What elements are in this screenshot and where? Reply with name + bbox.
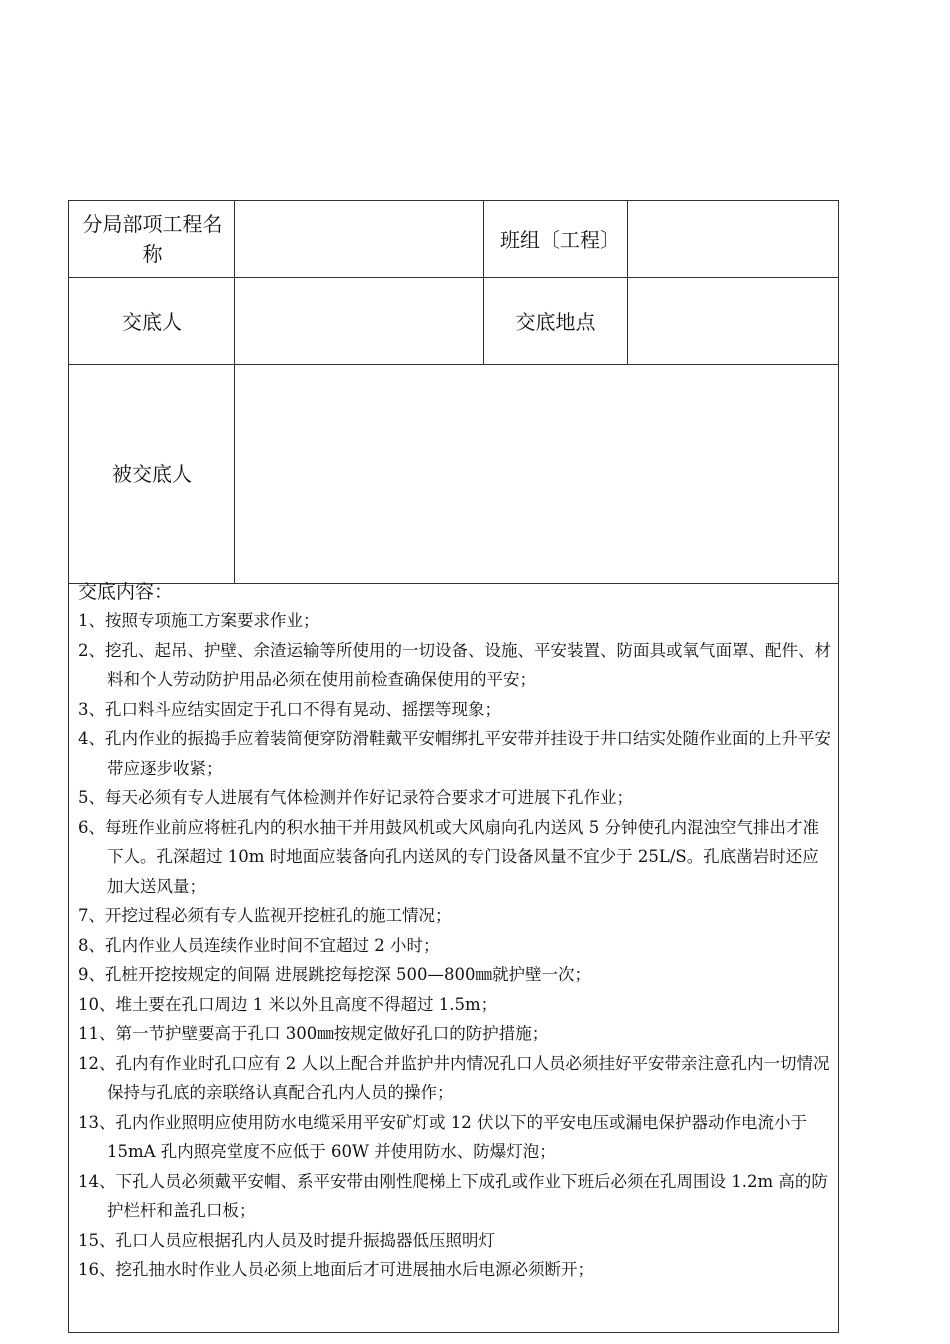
location-field[interactable] (632, 280, 834, 364)
discloser-label: 交底人 (122, 310, 182, 334)
project-name-field[interactable] (240, 208, 478, 270)
list-item: 3、孔口料斗应结实固定于孔口不得有晃动、摇摆等现象； (78, 699, 501, 719)
list-item: 11、第一节护壁要高于孔口 300㎜按规定做好孔口的防护措施； (78, 1024, 549, 1043)
list-item: 5、每天必须有专人进展有气体检测并作好记录符合要求才可进展下孔作业； (78, 788, 633, 807)
list-item: 7、开挖过程必须有专人监视开挖桩孔的施工情况； (78, 906, 452, 925)
discloser-field[interactable] (240, 280, 478, 364)
location-label: 交底地点 (515, 310, 596, 334)
column-divider (234, 200, 235, 583)
team-field[interactable] (632, 208, 834, 270)
recipient-field[interactable] (240, 366, 834, 582)
disclosure-items-list (78, 606, 834, 1285)
column-divider (627, 200, 628, 364)
project-name-label: 分局部项工程名称 (82, 212, 223, 266)
row-divider (68, 583, 839, 584)
row-divider (68, 277, 839, 278)
list-item: 8、孔内作业人员连续作业时间不宜超过 2 小时； (78, 935, 440, 955)
list-item: 9、孔桩开挖按规定的间隔 进展跳挖每挖深 500—800㎜就护壁一次； (78, 965, 591, 984)
list-item: 1、按照专项施工方案要求作业； (78, 611, 320, 630)
list-item: 6、每班作业前应将桩孔内的积水抽干并用鼓风机或大风扇向孔内送风 5 分钟使孔内混浊空气排出才准下人。孔深超过 10m 时地面应装备向孔内送风的专门设备风量不宜少于 25L/S。孔底凿岩时还应加大送风量； (78, 817, 819, 896)
list-item: 10、堆土要在孔口周边 1 米以外且高度不得超过 1.5m； (78, 994, 498, 1014)
team-label: 班组〔工程〕 (500, 228, 620, 252)
list-item: 14、下孔人员必须戴平安帽、系平安带由刚性爬梯上下成孔或作业下班后必须在孔周围设 1.2m 高的防护栏杆和盖孔口板； (78, 1171, 828, 1220)
content-title: 交底内容： (78, 581, 174, 603)
list-item: 4、孔内作业的振捣手应着装简便穿防滑鞋戴平安帽绑扎平安带并挂设于井口结实处随作业面的上升平安带应逐步收紧； (78, 729, 831, 778)
list-item: 15、孔口人员应根据孔内人员及时提升振捣器低压照明灯 (78, 1230, 495, 1250)
row-divider (68, 364, 839, 365)
list-item: 12、孔内有作业时孔口应有 2 人以上配合并监护井内情况孔口人员必须挂好平安带亲注意孔内一切情况保持与孔底的亲联络认真配合孔内人员的操作； (78, 1053, 830, 1102)
list-item: 2、挖孔、起吊、护壁、余渣运输等所使用的一切设备、设施、平安装置、防面具或氧气面罩、配件、材料和个人劳动防护用品必须在使用前检查确保使用的平安； (78, 640, 831, 689)
list-item: 13、孔内作业照明应使用防水电缆采用平安矿灯或 12 伏以下的平安电压或漏电保护器动作电流小于 15mA 孔内照亮堂度不应低于 60W 并使用防水、防爆灯泡； (78, 1112, 807, 1161)
recipient-label: 被交底人 (112, 462, 192, 486)
list-item: 16、挖孔抽水时作业人员必须上地面后才可进展抽水后电源必须断开； (78, 1260, 594, 1279)
